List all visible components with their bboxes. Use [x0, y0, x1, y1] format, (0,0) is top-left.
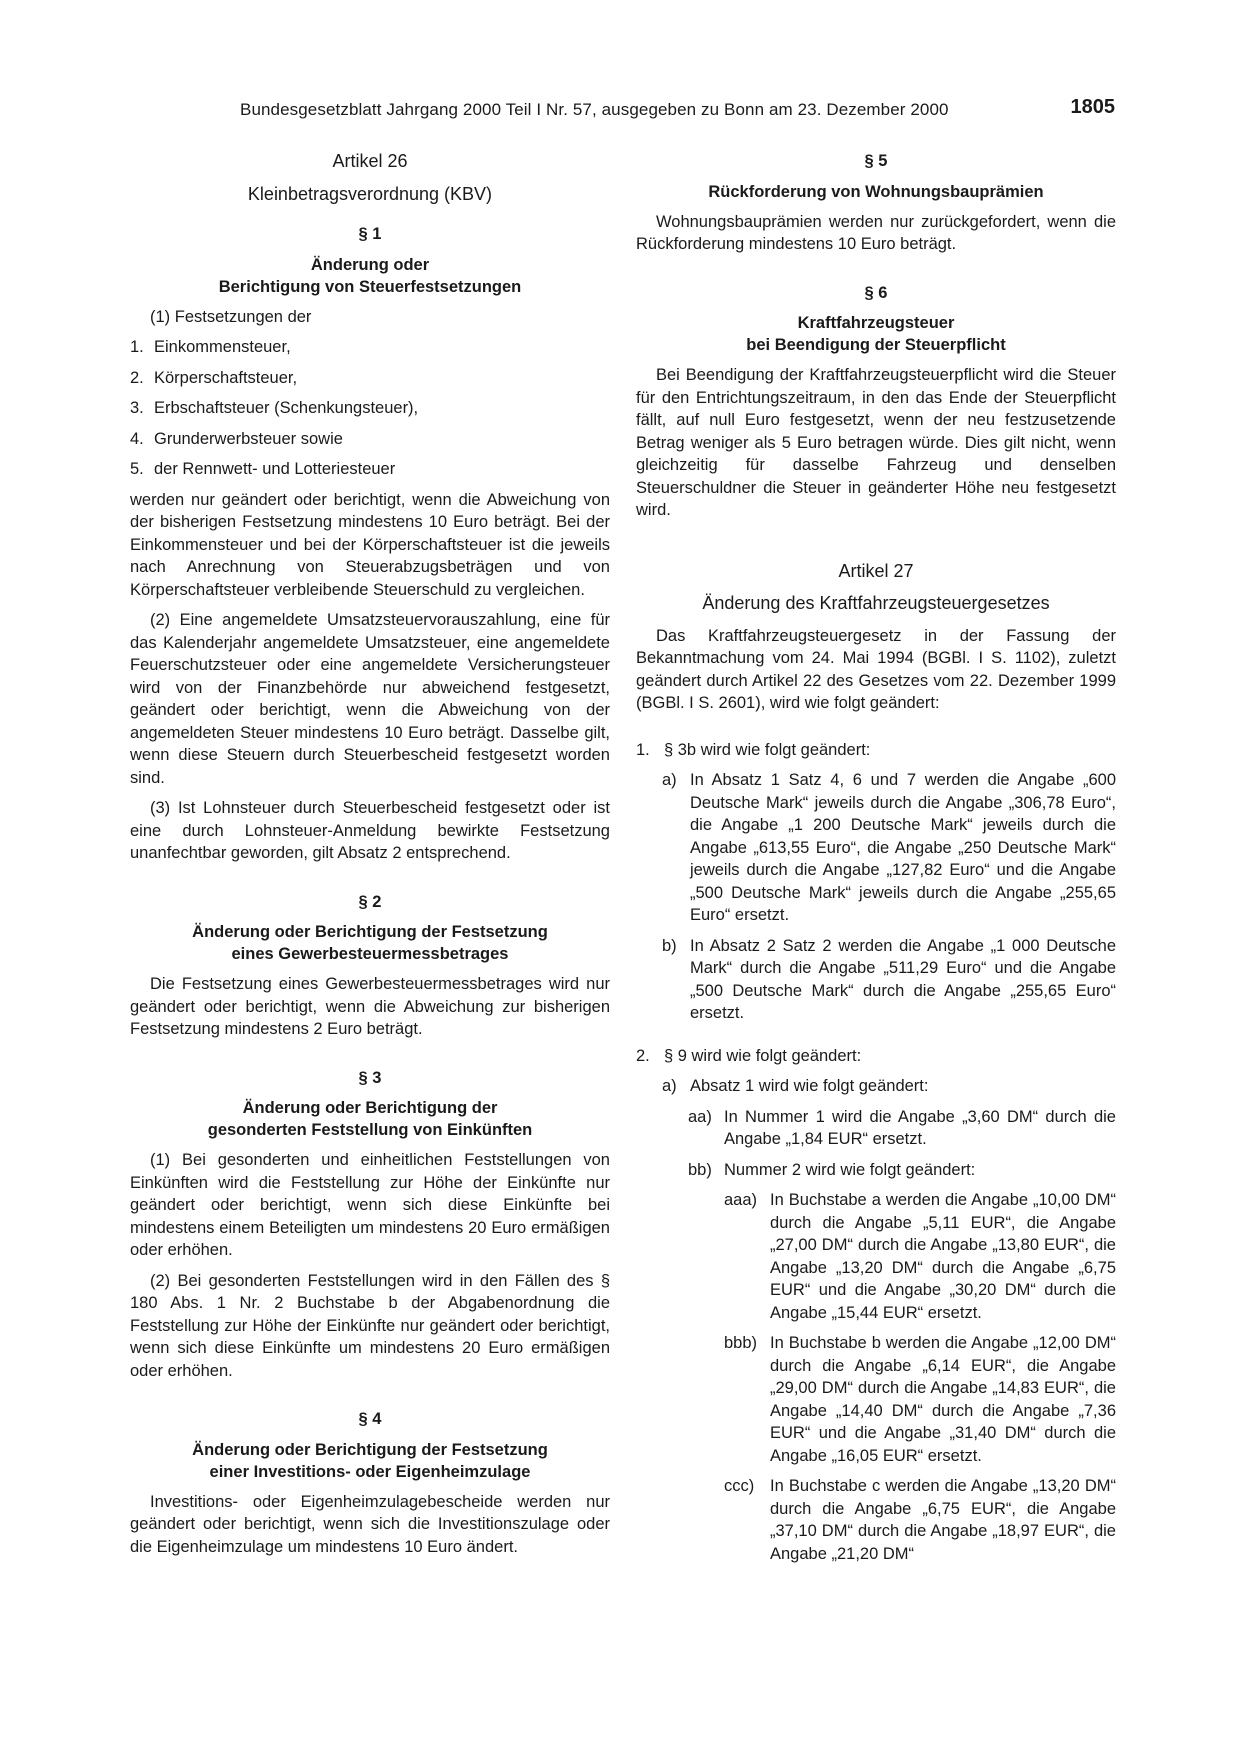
list-item-number: 3.	[130, 399, 144, 417]
item-label: a)	[662, 1077, 677, 1095]
section-2-title-line-1: Änderung oder Berichtigung der Festsetzung	[192, 923, 548, 941]
item-label: a)	[662, 771, 677, 789]
item-text: In Buchstabe b werden die Angabe „12,00 DM“ durch die Angabe „6,14 EUR“, die Angabe „29,00 DM“ durch die Angabe „14,83 EUR“, die Angabe „14,40 DM“ durch die Angabe „7,36 EUR“ und die Angabe „31,40 DM“ durch die Angabe „16,05 EUR“ ersetzt.	[770, 1334, 1116, 1465]
amendment-item-2	[636, 1045, 1116, 1068]
list-item-number: 4.	[130, 429, 144, 448]
left-column	[130, 150, 610, 1566]
item-text: Nummer 2 wird wie folgt geändert:	[724, 1160, 976, 1179]
amendment-item-2bbb	[724, 1332, 1116, 1467]
section-1-paragraph-2: (2) Eine angemeldete Umsatzsteuervorauszahlung, eine für das Kalenderjahr angemeldete Umsatzsteuer, eine angemeldete Feuerschutzsteuer oder eine angemeldete Versicherungsteuer wird von der Finanzbehörde nur abweichend festgesetzt, geändert oder berichtigt, wenn die Abweichung von der angemeldeten Steuer mindestens 10 Euro beträgt. Dasselbe gilt, wenn diese Steuern durch Steuerbescheid festgesetzt worden sind.	[130, 611, 610, 787]
section-2-title	[130, 921, 610, 965]
section-6-paragraph: Bei Beendigung der Kraftfahrzeugsteuerpflicht wird die Steuer für den Entrichtungszeitraum, in den das Ende der Steuerpflicht fällt, auf null Euro festgesetzt, wenn der neu festzusetzende Betrag weniger als 5 Euro betragen würde. Dies gilt nicht, wenn gleichzeitig für dasselbe Fahrzeug und denselben Steuerschuldner die Steuer in geänderter Höhe neu festgesetzt wird.	[636, 366, 1116, 519]
amendment-item-2bb	[688, 1159, 1116, 1182]
section-6-number: § 6	[864, 283, 888, 302]
amendment-item-2aaa	[724, 1189, 1116, 1324]
list-item-number: 1.	[130, 338, 144, 356]
item-text: § 9 wird wie folgt geändert:	[664, 1046, 862, 1065]
list-item-text: Grunderwerbsteuer sowie	[154, 429, 343, 448]
item-label: aaa)	[724, 1191, 758, 1209]
section-1-title-line-2: Berichtigung von Steuerfestsetzungen	[218, 277, 522, 296]
section-6-title-line-2: bei Beendigung der Steuerpflicht	[746, 336, 1006, 354]
amendment-item-2a	[662, 1075, 1116, 1098]
section-4-paragraph: Investitions- oder Eigenheimzulagebescheide werden nur geändert oder berichtigt, wenn sich die Investitionszulage oder die Eigenheimzulage um mindestens 10 Euro ändert.	[130, 1492, 610, 1556]
section-1-paragraph-3: (3) Ist Lohnsteuer durch Steuerbescheid festgesetzt oder ist eine durch Lohnsteuer-Anmeldung bewirkte Festsetzung unanfechtbar geworden, gilt Absatz 2 entsprechend.	[130, 799, 610, 862]
section-1-paragraph-1-rest: werden nur geändert oder berichtigt, wenn die Abweichung von der bisherigen Festsetzung mindestens 10 Euro beträgt. Bei der Einkommensteuer und bei der Körperschaftsteuer ist die jeweils nach Anrechnung von Steuerabzugsbeträgen und von Körperschaftsteuer verbleibende Steuerschuld zu vergleichen.	[130, 490, 610, 599]
list-item	[130, 336, 610, 359]
list-item	[130, 367, 610, 390]
item-label: aa)	[688, 1107, 712, 1126]
item-label: bb)	[688, 1160, 712, 1179]
section-3-title-line-2: gesonderten Feststellung von Einkünften	[207, 1121, 533, 1139]
section-4-number: § 4	[358, 1410, 382, 1428]
section-3-number: § 3	[358, 1068, 382, 1087]
amendment-item-1	[636, 739, 1116, 762]
section-5-title: Rückforderung von Wohnungsbauprämien	[708, 182, 1044, 201]
section-6-title-line-1: Kraftfahrzeugsteuer	[797, 314, 955, 332]
article-26-heading: Artikel 26	[332, 151, 408, 171]
section-2-paragraph: Die Festsetzung eines Gewerbesteuermessbetrages wird nur geändert oder berichtigt, wenn die Abweichung zur bisherigen Festsetzung mindestens 2 Euro beträgt.	[130, 975, 610, 1038]
amendment-item-2ccc	[724, 1475, 1116, 1565]
item-text: In Nummer 1 wird die Angabe „3,60 DM“ durch die Angabe „1,84 EUR“ ersetzt.	[724, 1107, 1116, 1148]
page-number: 1805	[1070, 96, 1115, 118]
item-text: Absatz 1 wird wie folgt geändert:	[690, 1077, 929, 1095]
item-text: § 3b wird wie folgt geändert:	[664, 740, 871, 759]
item-text: In Absatz 2 Satz 2 werden die Angabe „1 000 Deutsche Mark“ durch die Angabe „511,29 Euro“ und die Angabe „500 Deutsche Mark“ durch die Angabe „255,65 Euro“ ersetzt.	[690, 936, 1116, 1022]
article-27-heading: Artikel 27	[838, 560, 914, 581]
item-text: In Absatz 1 Satz 4, 6 und 7 werden die Angabe „600 Deutsche Mark“ jeweils durch die Angabe „306,78 Euro“, die Angabe „1 200 Deutsche Mark“ jeweils durch die Angabe „613,55 Euro“, die Angabe „250 Deutsche Mark“ jeweils durch die Angabe „127,82 Euro“ und die Angabe „500 Deutsche Mark“ jeweils durch die Angabe „255,65 Euro“ ersetzt.	[690, 771, 1116, 924]
section-5-number: § 5	[864, 152, 888, 170]
item-label: 2.	[636, 1046, 650, 1065]
article-27-title: Änderung des Kraftfahrzeugsteuergesetzes	[702, 593, 1050, 613]
list-item-text: Erbschaftsteuer (Schenkungsteuer),	[154, 399, 419, 417]
section-2-title-line-2: eines Gewerbesteuermessbetrages	[231, 945, 509, 963]
section-1-paragraph-1-intro: (1) Festsetzungen der	[150, 307, 312, 326]
section-3-title	[130, 1097, 610, 1141]
section-1-title	[130, 254, 610, 298]
list-item-text: der Rennwett- und Lotteriesteuer	[154, 460, 396, 478]
list-item	[130, 458, 610, 481]
section-6-title	[636, 312, 1116, 356]
tax-list	[130, 336, 610, 481]
section-5-paragraph: Wohnungsbauprämien werden nur zurückgefordert, wenn die Rückforderung mindestens 10 Euro beträgt.	[636, 212, 1116, 253]
list-item	[130, 428, 610, 451]
list-item	[130, 397, 610, 420]
section-4-title-line-1: Änderung oder Berichtigung der Festsetzung	[192, 1440, 548, 1459]
list-item-text: Einkommensteuer,	[154, 338, 291, 356]
item-text: In Buchstabe a werden die Angabe „10,00 DM“ durch die Angabe „5,11 EUR“, die Angabe „27,00 DM“ durch die Angabe „13,80 EUR“, die Angabe „13,20 DM“ durch die Angabe „6,75 EUR“ und die Angabe „30,20 DM“ durch die Angabe „15,44 EUR“ ersetzt.	[770, 1191, 1116, 1322]
section-4-title-line-2: einer Investitions- oder Eigenheimzulage	[209, 1462, 531, 1481]
item-label: ccc)	[724, 1477, 755, 1495]
article-26-title: Kleinbetragsverordnung (KBV)	[247, 183, 493, 204]
section-3-paragraph-1: (1) Bei gesonderten und einheitlichen Feststellungen von Einkünften wird die Feststellung zur Höhe der Einkünfte nur geändert oder berichtigt, wenn sich diese Einkünfte bei mindestens einem Beteiligten um mindestens 20 Euro ermäßigen oder erhöhen.	[130, 1151, 610, 1259]
section-3-title-line-1: Änderung oder Berichtigung der	[242, 1099, 498, 1117]
page-header	[240, 96, 1115, 126]
section-1-title-line-1: Änderung oder	[310, 255, 430, 274]
list-item-number: 5.	[130, 460, 144, 478]
running-title: Bundesgesetzblatt Jahrgang 2000 Teil I Nr. 57, ausgegeben zu Bonn am 23. Dezember 2000	[240, 100, 949, 119]
section-2-number: § 2	[358, 892, 382, 911]
amendment-item-1b	[662, 935, 1116, 1025]
section-4-title	[130, 1439, 610, 1483]
item-text: In Buchstabe c werden die Angabe „13,20 DM“ durch die Angabe „6,75 EUR“, die Angabe „37,10 DM“ durch die Angabe „18,97 EUR“, die Angabe „21,20 DM“	[770, 1477, 1116, 1563]
amendment-item-1a	[662, 769, 1116, 927]
section-1-number: § 1	[358, 225, 382, 243]
list-item-text: Körperschaftsteuer,	[154, 368, 298, 387]
item-label: 1.	[636, 740, 650, 759]
section-3-paragraph-2: (2) Bei gesonderten Feststellungen wird in den Fällen des § 180 Abs. 1 Nr. 2 Buchstabe b der Abgabenordnung die Feststellung zur Höhe der Einkünfte nur geändert oder berichtigt, wenn sich diese Einkünfte um mindestens 20 Euro ermäßigen oder erhöhen.	[130, 1271, 610, 1380]
article-27-intro: Das Kraftfahrzeugsteuergesetz in der Fassung der Bekanntmachung vom 24. Mai 1994 (BGBl. I S. 1102), zuletzt geändert durch Artikel 22 des Gesetzes vom 22. Dezember 1999 (BGBl. I S. 2601), wird wie folgt geändert:	[636, 626, 1116, 712]
list-item-number: 2.	[130, 368, 144, 387]
right-column	[636, 150, 1116, 1573]
item-label: b)	[662, 936, 677, 955]
amendment-item-2aa	[688, 1106, 1116, 1151]
item-label: bbb)	[724, 1334, 758, 1352]
